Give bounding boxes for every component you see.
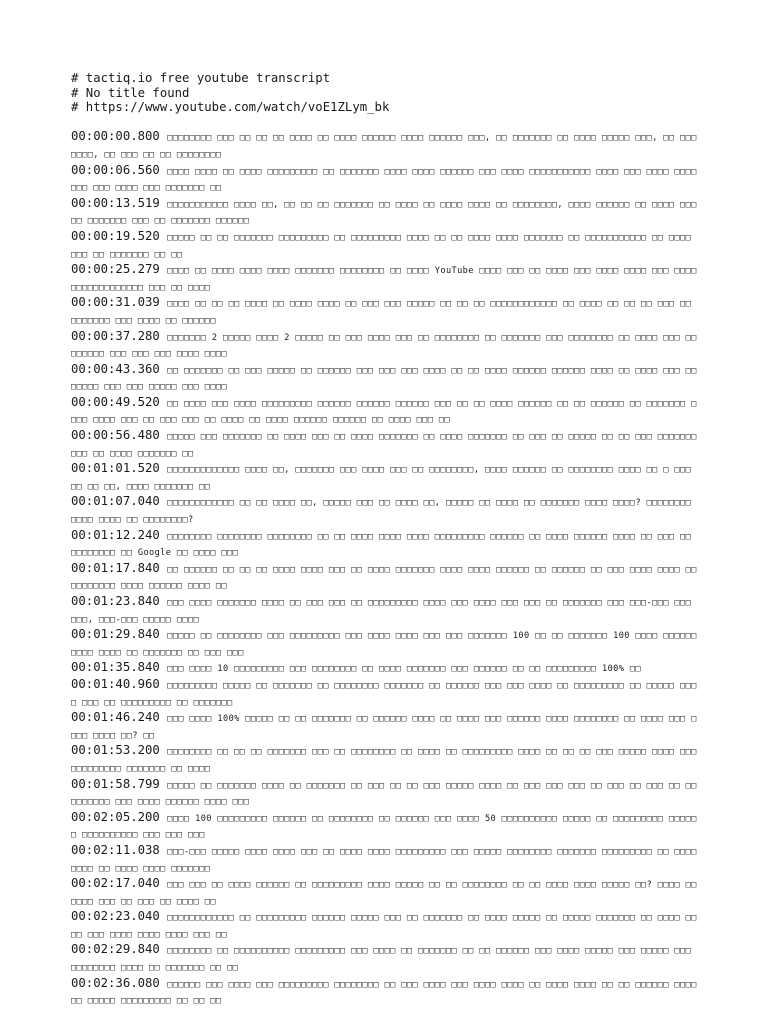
entry-text: □□□ □□□□ 100% □□□□□ □□ □□ □□□□□□□ □□ □□□□□□ □□□□ □□ □□□□ □□□ □□□□□□ □□□□ □□□□□□□□ □□ □□□□ □□□ □□□□ □□□□ □□? □□ [71,714,697,741]
entry-timestamp: 00:00:06.560 [71,162,160,177]
transcript-entry [71,395,701,428]
transcript-entry [71,229,701,262]
transcript-entry [71,561,701,594]
entry-text: □□□□□ □□ □□ □□□□□□□ □□□□□□□□□ □□ □□□□□□□□□ □□□□ □□ □□ □□□□ □□□□ □□□□□□□ □□ □□□□□□□□□□□ □□ □□□□ □□□ □□ □□□□□□□ □□ □□ [71,232,692,260]
transcript-entry [71,528,701,561]
entry-timestamp: 00:01:07.040 [71,494,160,509]
transcript-entry [71,295,701,328]
transcript-entry [71,942,701,975]
transcript-entry [71,909,701,942]
entry-timestamp: 00:00:49.520 [71,394,160,409]
entry-text: □□□□□□□□□□□□ □□ □□ □□□□ □□, □□□□□ □□□ □□ □□□□ □□, □□□□□ □□ □□□□ □□ □□□□□□□ □□□□ □□□□? □□□□□□□□ □□□□ □□□□ □□ □□□□□□□□? [71,498,692,526]
transcript-entry [71,362,701,395]
transcript-entry [71,710,701,743]
entry-text: □□□ □□□□ □□□□□□□ □□□□ □□ □□□ □□□ □□ □□□□□□□□□ □□□□ □□□ □□□□ □□□ □□□ □□ □□□□□□□ □□□ □□□-□□□ □□□ □□□, □□□-□□□ □□□□□ □□□□ [71,598,692,625]
transcript-entry [71,329,701,362]
entry-text: □□□□□□□□□ □□□□□ □□ □□□□□□□ □□ □□□□□□□□ □□□□□□□ □□ □□□□□□ □□□ □□□ □□□□ □□ □□□□□□□□□ □□ □□□□□ □□□□ □□□ □□ □□□□□□□□□ □□ □□□□□□□ [71,680,697,708]
entry-text: □□□□□ □□ □□□□□□□ □□□□ □□ □□□□□□□ □□ □□□ □□ □□ □□□ □□□□□ □□□□ □□ □□□ □□□ □□□ □□ □□□ □□ □□□ □□ □□□□□□□□□ □□□ □□□□ □□□□□□ □□□□ □□□ [71,780,697,808]
transcript-entry [71,627,701,660]
transcript-entry [71,876,701,909]
entry-text: □□□□□□□ 2 □□□□□ □□□□ 2 □□□□□ □□ □□□ □□□□ □□□ □□ □□□□□□□□ □□ □□□□□□□ □□□ □□□□□□□□ □□ □□□□ □□□ □□ □□□□□□ □□□ □□□ □□□ □□□□ □□□□ [71,332,697,360]
entry-timestamp: 00:00:37.280 [71,328,160,343]
transcript-entry [71,843,701,876]
entry-timestamp: 00:01:17.840 [71,560,160,575]
transcript-entry [71,163,701,196]
entry-text: □□□□□□□□□□□□□ □□□□ □□, □□□□□□□ □□□ □□□□ □□□ □□ □□□□□□□□, □□□□ □□□□□□ □□ □□□□□□□□ □□□□ □□ □ □□□ □□ □□ □□, □□□□ □□□□□□□ □□ [71,465,692,492]
entry-text: □□□□□ □□ □□□□□□□□ □□□ □□□□□□□□□ □□□ □□□□ □□□□ □□□ □□□ □□□□□□□ 100 □□ □□ □□□□□□□ 100 □□□□ □□□□□□□□□□ □□□□ □□ □□□□□□□ □□ □□□ □□□ [71,631,697,658]
transcript-entry [71,976,701,1009]
entry-text: □□ □□□□□□ □□ □□ □□ □□□□ □□□□ □□□ □□ □□□□ □□□□□□□ □□□□ □□□□ □□□□□□ □□ □□□□□□ □□ □□□ □□□□ □□□□ □□ □□□□□□□□ □□□□ □□□□□□ □□□□ □□ [71,564,697,592]
entry-timestamp: 00:01:35.840 [71,660,160,675]
transcript-entry [71,777,701,810]
entry-text: □□□□□□□□ □□ □□ □□ □□□□□□□ □□□ □□ □□□□□□□□ □□ □□□□ □□ □□□□□□□□□ □□□□ □□ □□ □□ □□□ □□□□□ □□□□ □□□ □□□□□□□□□ □□□□□□□ □□ □□□□ [71,747,697,774]
transcript-entry [71,810,701,843]
entry-timestamp: 00:00:00.800 [71,129,160,144]
entry-timestamp: 00:00:13.519 [71,195,160,210]
entry-timestamp: 00:01:58.799 [71,776,160,791]
entry-timestamp: 00:01:23.840 [71,594,160,608]
transcript-document [71,71,701,1009]
entry-timestamp: 00:02:23.040 [71,909,160,924]
entry-timestamp: 00:01:01.520 [71,461,160,476]
entry-timestamp: 00:00:25.279 [71,262,160,277]
entry-text: □□□□□□□□ □□□□□□□□ □□□□□□□□ □□ □□ □□□□ □□□□ □□□□ □□□□□□□□□ □□□□□□ □□ □□□□ □□□□□□ □□□□ □□ □□□ □□ □□□□□□□□ □□ Google □□ □□□□ □□□ [71,531,692,559]
entry-text: □□□ □□□ □□ □□□□ □□□□□□ □□ □□□□□□□□□ □□□□ □□□□□ □□ □□ □□□□□□□□ □□ □□ □□□□ □□□□ □□□□□ □□? □□□□ □□ □□□□ □□□ □□ □□□ □□ □□□□ □□ [71,880,697,907]
header-source-line: # tactiq.io free youtube transcript [71,71,331,85]
transcript-entry [71,129,701,162]
entry-text: □□□□ □□ □□□□ □□□□ □□□□ □□□□□□□ □□□□□□□□ □□ □□□□ YouTube □□□□ □□□ □□ □□□□ □□□ □□□□ □□□□ □□□ □□□□ □□□□□□□□□□□□□ □□□ □□ □□□□ [71,266,697,293]
transcript-entry [71,461,701,494]
transcript-entry [71,262,701,295]
entry-text: □□ □□□□ □□□ □□□□ □□□□□□□□□ □□□□□□ □□□□□□ □□□□□□ □□□ □□ □□ □□□□ □□□□□□ □□ □□ □□□□□□ □□ □□□□□□□ □□□□ □□□□ □□□ □□ □□□ □□□ □□ □□□□ □□ □□□□ □□□□□□ □□□□□□ □□ □□□□ □□□ □□ [71,398,697,426]
entry-text: □□□□ 100 □□□□□□□□□ □□□□□□ □□ □□□□□□□□ □□ □□□□□□ □□□ □□□□ 50 □□□□□□□□□□ □□□□□ □□ □□□□□□□□□ □□□□□□ □□□□□□□□□□ □□□ □□□ □□□ [71,813,697,841]
transcript-entry [71,677,701,710]
entry-timestamp: 00:00:56.480 [71,428,160,443]
entry-timestamp: 00:01:40.960 [71,676,160,691]
entry-text: □□□-□□□ □□□□□ □□□□ □□□□ □□□ □□ □□□□ □□□□ □□□□□□□□□ □□□ □□□□□ □□□□□□□□ □□□□□□□ □□□□□□□□□ □□ □□□□□□□□ □□ □□□□ □□□□ □□□□□□□ [71,846,697,874]
entry-text: □□□□ □□ □□ □□ □□□□ □□ □□□□ □□□□ □□ □□□ □□□ □□□□□ □□ □□ □□ □□□□□□□□□□□□ □□ □□□□ □□ □□ □□ □□□ □□ □□□□□□□ □□□ □□□□ □□ □□□□□□ [71,299,692,326]
entry-text: □□□□□□□□□□□□ □□ □□□□□□□□□ □□□□□□ □□□□□ □□□ □□ □□□□□□□ □□ □□□□ □□□□□ □□ □□□□□ □□□□□□□ □□ □□□□ □□□□ □□□ □□□□ □□□□ □□□□ □□□ □□ [71,913,697,940]
transcript-entry [71,594,701,627]
entry-timestamp: 00:00:31.039 [71,295,160,310]
entry-timestamp: 00:02:11.038 [71,842,160,857]
entry-timestamp: 00:00:19.520 [71,228,160,243]
entry-text: □□□□□□□□ □□ □□□□□□□□□□ □□□□□□□□□ □□□ □□□□ □□ □□□□□□□ □□ □□ □□□□□□ □□□ □□□□ □□□□□ □□□ □□□□□ □□□ □□□□□□□□ □□□□ □□ □□□□□□□ □□ □□ [71,946,692,974]
transcript-entry [71,494,701,527]
entry-text: □□□□ □□□□ □□ □□□□ □□□□□□□□□ □□ □□□□□□□ □□□□ □□□□ □□□□□□ □□□ □□□□ □□□□□□□□□□□ □□□□ □□□ □□□□ □□□□□□□ □□□ □□□□ □□□ □□□□□□□ □□ [71,166,697,194]
entry-timestamp: 00:02:05.200 [71,809,160,824]
transcript-entry [71,428,701,461]
entry-text: □□□□□□□□ □□□ □□ □□ □□ □□□□ □□ □□□□ □□□□□□ □□□□ □□□□□□ □□□, □□ □□□□□□□ □□ □□□□ □□□□□ □□□, □□ □□□□□□□, □□ □□□ □□ □□ □□□□□□□□ [71,133,697,160]
entry-text: □□ □□□□□□□ □□ □□□ □□□□□ □□ □□□□□□ □□□ □□□ □□□ □□□□ □□ □□ □□□□ □□□□□□ □□□□□□ □□□□ □□ □□□□ □□□ □□ □□□□□ □□□ □□□ □□□□□ □□□ □□□□ [71,365,697,393]
header-spacer [71,115,701,130]
entry-timestamp: 00:00:43.360 [71,361,160,376]
transcript-entry [71,743,701,776]
entry-timestamp: 00:01:46.240 [71,710,160,725]
transcript-entry [71,196,701,229]
entry-timestamp: 00:02:36.080 [71,975,160,990]
entry-timestamp: 00:01:12.240 [71,527,160,542]
entry-text: □□□□□□□□□□□ □□□□ □□, □□ □□ □□ □□□□□□□ □□ □□□□ □□ □□□□ □□□□ □□ □□□□□□□□, □□□□ □□□□□□ □□ □□□□ □□□□□ □□□□□□□ □□□ □□ □□□□□□□ □□□□□□ [71,199,697,227]
entry-timestamp: 00:02:29.840 [71,942,160,957]
entry-text: □□□□□□ □□□ □□□□ □□□ □□□□□□□□□ □□□□□□□□ □□ □□□ □□□□ □□□ □□□□ □□□□ □□ □□□□ □□□□ □□ □□ □□□□□□ □□□□ □□ □□□□□ □□□□□□□□□ □□ □□ □□ [71,979,697,1007]
entry-timestamp: 00:01:53.200 [71,743,160,758]
header-title-line: # No title found [71,85,190,100]
entry-timestamp: 00:01:29.840 [71,627,160,642]
header-url-line: # https://www.youtube.com/watch/voE1ZLym_bk [71,100,390,115]
transcript-entries [71,129,701,1008]
entry-text: □□□□□ □□□ □□□□□□□ □□ □□□□ □□□ □□ □□□□ □□□□□□□ □□ □□□□ □□□□□□□ □□ □□□ □□ □□□□□ □□ □□ □□□ □□□□□□□□□□ □□ □□□□ □□□□□□□ □□ [71,432,697,459]
entry-text: □□□ □□□□ 10 □□□□□□□□□ □□□ □□□□□□□□ □□ □□□□ □□□□□□□ □□□ □□□□□□ □□ □□ □□□□□□□□□ 100% □□ [167,664,642,675]
entry-timestamp: 00:02:17.040 [71,876,160,891]
transcript-entry [71,660,701,677]
